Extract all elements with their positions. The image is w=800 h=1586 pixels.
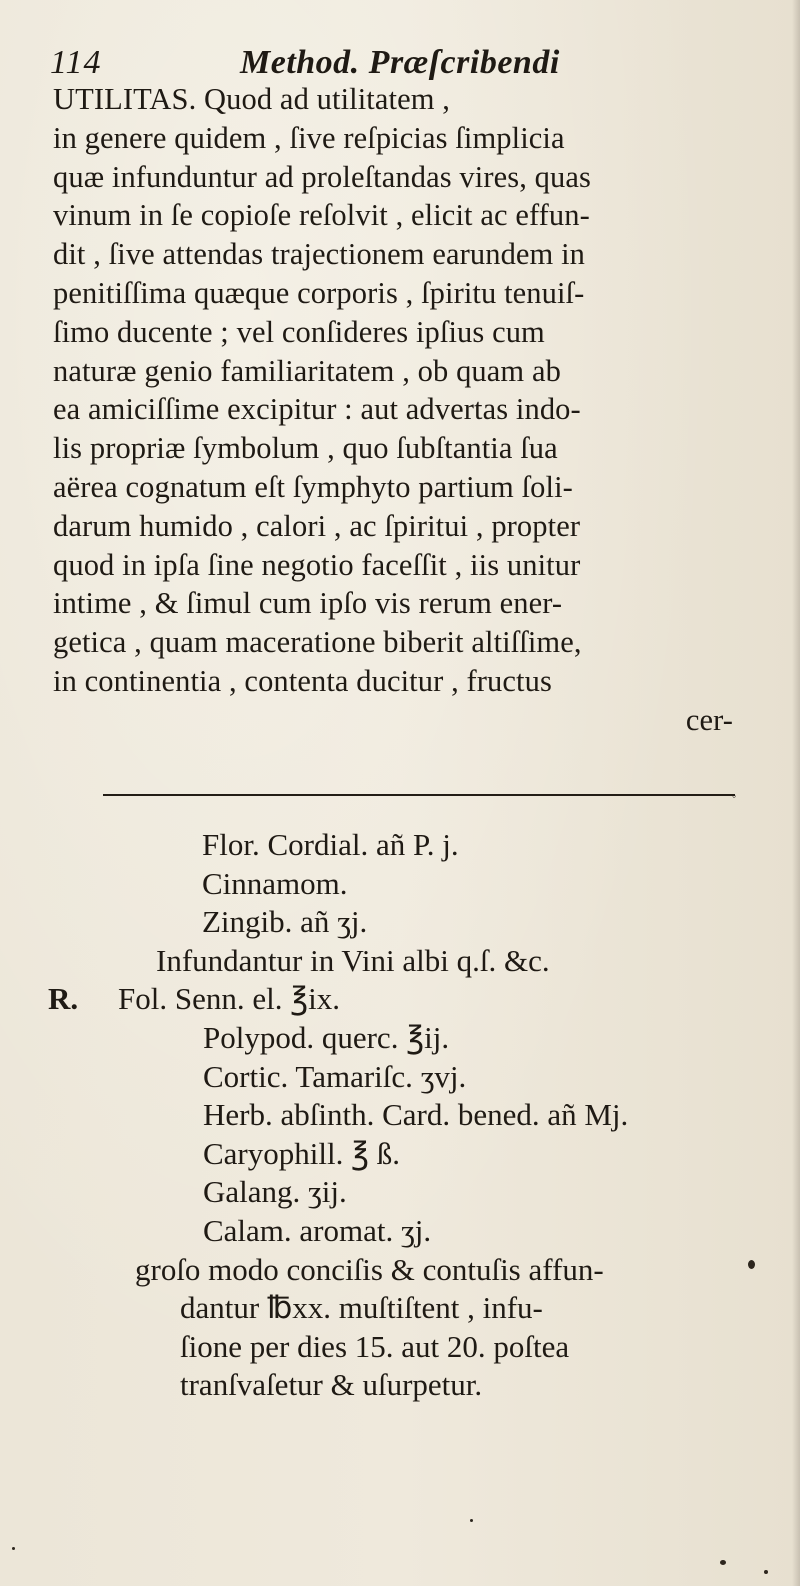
text-line: ſimo ducente ; vel conſideres ipſius cum: [53, 314, 545, 349]
ink-speck: [764, 1570, 768, 1574]
recipe-line: tranſvaſetur & uſurpetur.: [180, 1367, 483, 1403]
text-line: quæ infunduntur ad proleſtandas vires, quas: [53, 159, 591, 194]
text-line: darum humido , calori , ac ſpiritui , propter: [53, 508, 581, 543]
ink-speck: [720, 1560, 726, 1565]
recipe-block: [20, 826, 790, 1405]
recipe-line: Cinnamom.: [202, 865, 348, 901]
recipe-rx-symbol: R.: [48, 981, 79, 1017]
recipe-line: Caryophill. ℥ ß.: [203, 1135, 401, 1171]
ink-speck: [748, 1260, 755, 1269]
text-line: aërea cognatum eſt ſymphyto partium ſoli-: [53, 469, 573, 504]
recipe-line: Herb. abſinth. Card. bened. añ Mj.: [203, 1097, 629, 1133]
rule-ornament-icon: ◦: [732, 789, 737, 803]
ink-speck: [470, 1519, 473, 1522]
recipe-line: Zingib. añ ʒj.: [202, 904, 368, 940]
text-line: penitiſſima quæque corporis , ſpiritu tenuiſ-: [53, 275, 585, 310]
recipe-line: Polypod. querc. ℥ij.: [203, 1019, 450, 1055]
text-line: in continentia , contenta ducitur , fructus: [53, 663, 552, 698]
recipe-line: groſo modo conciſis & contuſis affun-: [135, 1251, 604, 1287]
recipe-line: dantur ℔xx. muſtiſtent , infu-: [180, 1290, 543, 1326]
text-line: quod in ipſa ſine negotio faceſſit , iis unitur: [53, 547, 581, 582]
recipe-line: Cortic. Tamariſc. ʒvj.: [203, 1058, 467, 1094]
recipe-line: ſione per dies 15. aut 20. poſtea: [180, 1328, 570, 1364]
text-line: lis propriæ ſymbolum , quo ſubſtantia ſua: [53, 431, 558, 466]
text-line: vinum in ſe copioſe reſolvit , elicit ac effun-: [53, 198, 590, 233]
running-head: Method. Præſcribendi: [240, 44, 560, 81]
page-number: 114: [50, 44, 102, 81]
text-line: dit , ſive attendas trajectionem earundem in: [53, 237, 586, 272]
text-line: ea amiciſſime excipitur : aut advertas indo-: [53, 392, 581, 427]
text-line: getica , quam maceratione biberit altiſſime,: [53, 625, 582, 660]
catchword: cer-: [685, 702, 733, 737]
recipe-line: Galang. ʒij.: [203, 1174, 347, 1210]
ink-speck: [12, 1547, 15, 1550]
body-paragraph: [53, 80, 763, 740]
text-line: naturæ genio familiaritatem , ob quam ab: [53, 353, 561, 388]
recipe-line: R. Fol. Senn. el. ℥ix.: [20, 980, 790, 1019]
text-line: intime , & ſimul cum ipſo vis rerum ener-: [53, 586, 563, 621]
text-line: UTILITAS. Quod ad utilitatem ,: [53, 82, 450, 116]
page-edge-shadow: [792, 0, 800, 1586]
recipe-line: Infundantur in Vini albi q.ſ. &c.: [156, 942, 550, 978]
recipe-line: Calam. aromat. ʒj.: [203, 1212, 432, 1248]
text-line: in genere quidem , ſive reſpicias ſimplicia: [53, 120, 565, 155]
section-rule: [103, 794, 735, 796]
recipe-line: Flor. Cordial. añ P. j.: [202, 827, 459, 862]
